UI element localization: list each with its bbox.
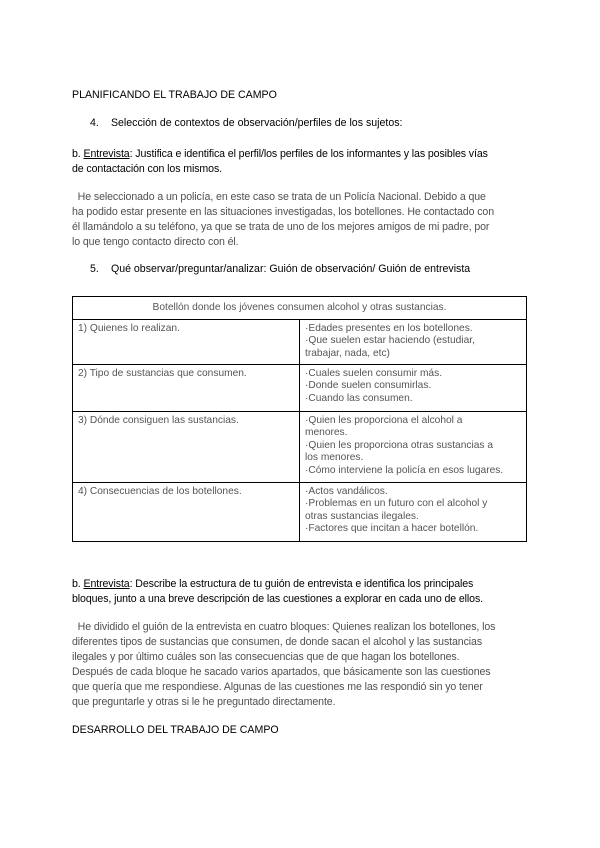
question-prefix: b. (72, 148, 81, 160)
table-cell-details (300, 319, 527, 364)
table-row (73, 319, 527, 364)
paragraph-line: ilegales y por último cuáles son las consecuencias que de que hagan los botellones. (72, 651, 460, 663)
detail-line: ·Edades presentes en los botellones. (305, 322, 473, 334)
table-cell-topic: 4) Consecuencias de los botellones. (73, 482, 300, 541)
answer-paragraph-profile (72, 190, 528, 250)
table-cell-details (300, 411, 527, 482)
detail-line: ·Quien les proporciona el alcohol a (305, 414, 463, 426)
paragraph-line: él llamándolo a su teléfono, ya que se trata de uno de los mejores amigos de mi padre, por (72, 221, 490, 233)
paragraph-line: que quería que me respondiese. Algunas de las cuestiones me las respondió sin yo tener (72, 681, 483, 693)
question-label: Entrevista (83, 578, 130, 590)
detail-line: ·Factores que incitan a hacer botellón. (305, 523, 479, 535)
paragraph-line: He seleccionado a un policía, en este caso se trata de un Policía Nacional. Debido a que (72, 191, 486, 203)
list-number: 5. (90, 263, 99, 275)
question-text: : Justifica e identifica el perfil/los perfiles de los informantes y las posibles vías (129, 148, 488, 160)
detail-line: ·Actos vandálicos. (305, 485, 388, 497)
answer-paragraph-structure (72, 620, 528, 710)
section-heading-development: DESARROLLO DEL TRABAJO DE CAMPO (72, 724, 279, 736)
question-interview-structure (72, 577, 528, 607)
detail-line: ·Problemas en un futuro con el alcohol y (305, 498, 488, 510)
list-item-5 (90, 263, 530, 275)
detail-line: otras sustancias ilegales. (305, 510, 419, 522)
question-line (72, 577, 528, 592)
paragraph-line: lo que tengo contacto directo con él. (72, 236, 239, 248)
paragraph-line: ha podido estar presente en las situaciones investigadas, los botellones. He contactado con (72, 206, 494, 218)
list-item-text: Selección de contextos de observación/perfiles de los sujetos: (110, 117, 403, 129)
detail-line: ·Quien les proporciona otras sustancias a (305, 439, 494, 451)
table-row (73, 364, 527, 411)
table-cell-topic: 1) Quienes lo realizan. (73, 319, 300, 364)
detail-line: los menores. (305, 452, 364, 464)
list-number: 4. (90, 117, 99, 129)
detail-line: menores. (305, 427, 348, 439)
detail-line: ·Que suelen estar haciendo (estudiar, (305, 335, 475, 347)
observation-guide-table (72, 296, 527, 542)
table-row (73, 411, 527, 482)
question-line: de contactación con los mismos. (72, 163, 222, 175)
paragraph-line: diferentes tipos de sustancias que consumen, de donde sacan el alcohol y las sustancias (72, 636, 483, 648)
question-interview-profile (72, 147, 528, 177)
detail-line: ·Cómo interviene la policía en esos lugares. (305, 464, 504, 476)
table-row (73, 482, 527, 541)
detail-line: ·Cuando las consumen. (305, 392, 413, 404)
table-cell-topic: 3) Dónde consiguen las sustancias. (73, 411, 300, 482)
question-prefix: b. (72, 578, 81, 590)
paragraph-line: Después de cada bloque he sacado varios apartados, que básicamente son las cuestiones (72, 666, 491, 678)
paragraph-line: que preguntarle y otras si le he preguntado directamente. (72, 696, 336, 708)
table-title: Botellón donde los jóvenes consumen alcohol y otras sustancias. (73, 297, 527, 320)
table-cell-details (300, 364, 527, 411)
question-label: Entrevista (83, 148, 130, 160)
table-cell-details (300, 482, 527, 541)
table-title-row (73, 297, 527, 320)
detail-line: trabajar, nada, etc) (305, 347, 390, 359)
list-item-4 (90, 117, 530, 129)
question-line (72, 147, 528, 162)
detail-line: ·Donde suelen consumirlas. (305, 380, 432, 392)
question-text: : Describe la estructura de tu guión de entrevista e identifica los principales (129, 578, 474, 590)
section-heading-planning: PLANIFICANDO EL TRABAJO DE CAMPO (72, 89, 277, 101)
list-item-text: Qué observar/preguntar/analizar: Guión de observación/ Guión de entrevista (110, 263, 471, 275)
paragraph-line: He dividido el guión de la entrevista en cuatro bloques: Quienes realizan los botellones, los (72, 621, 496, 633)
table-cell-topic: 2) Tipo de sustancias que consumen. (73, 364, 300, 411)
detail-line: ·Cuales suelen consumir más. (305, 367, 443, 379)
question-line: bloques, junto a una breve descripción de las cuestiones a explorar en cada uno de ellos. (72, 593, 484, 605)
